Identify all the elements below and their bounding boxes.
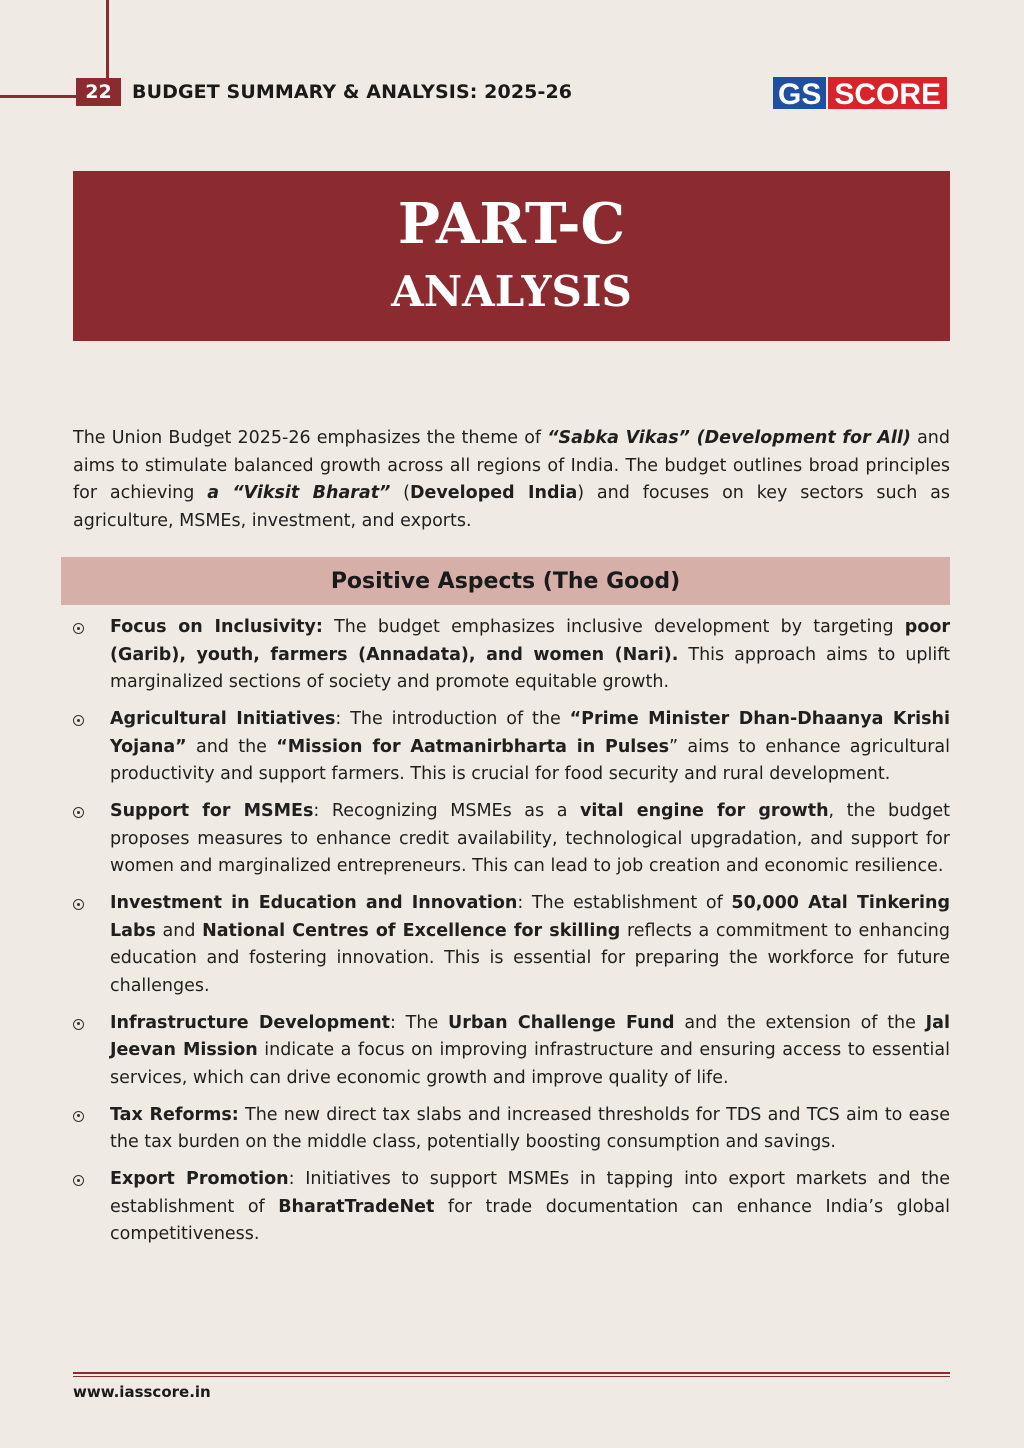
logo-gs: GS	[773, 77, 826, 109]
item-text: ” aims to enhance agricultural productivity and support farmers. This is crucial for food security and rural development.	[110, 736, 950, 784]
intro-text: ) and focuses on key sectors such as agriculture, MSMEs, investment, and exports.	[73, 483, 950, 531]
corner-accent-horizontal	[0, 95, 78, 98]
intro-text: The Union Budget 2025-26 emphasizes the theme of	[73, 428, 548, 448]
intro-viksit-bharat: a “Viksit Bharat”	[207, 483, 391, 503]
item-text: reflects a commitment to enhancing education and fostering innovation. This is essential for preparing the workforce for future challenges.	[110, 920, 951, 996]
list-item	[73, 1010, 950, 1093]
item-text: : Recognizing MSMEs as a	[313, 801, 581, 821]
list-item	[73, 706, 950, 789]
intro-text: (	[390, 483, 410, 503]
item-text: The new direct tax slabs and increased thresholds for TDS and TCS aim to ease the tax burden on the middle class, potentially boosting consumption and savings.	[110, 1104, 950, 1152]
bullet-icon	[73, 1111, 84, 1122]
item-text: for trade documentation can enhance India’s global competitiveness.	[110, 1196, 950, 1244]
list-item	[73, 1166, 950, 1249]
list-item	[73, 1102, 950, 1157]
bullet-icon	[73, 899, 84, 910]
logo-score: SCORE	[828, 77, 947, 109]
item-bold: poor (Garib), youth, farmers (Annadata), and women (Nari).	[110, 617, 950, 665]
positive-aspects-list	[73, 614, 950, 1258]
gs-score-logo	[773, 77, 947, 109]
part-banner	[73, 171, 950, 341]
footer-rule	[73, 1376, 950, 1377]
item-lead: Investment in Education and Innovation	[110, 893, 518, 913]
bullet-icon	[73, 1175, 84, 1186]
item-lead: Focus on Inclusivity:	[110, 617, 323, 637]
list-item	[73, 890, 950, 1000]
intro-theme: “Sabka Vikas” (Development for All)	[547, 428, 911, 448]
bullet-icon	[73, 623, 84, 634]
bullet-icon	[73, 715, 84, 726]
item-bold: Urban Challenge Fund	[448, 1012, 675, 1033]
item-bold: National Centres of Excellence for skilling	[202, 920, 621, 941]
item-lead: Infrastructure Development	[110, 1012, 391, 1033]
section-heading: Positive Aspects (The Good)	[61, 557, 950, 605]
item-text: : The	[390, 1012, 448, 1033]
item-lead: Export Promotion	[110, 1169, 289, 1189]
page-number: 22	[76, 78, 121, 106]
item-text: , the budget proposes measures to enhance credit availability, technological upgradation, and support for women and marginalized entrepreneurs. This can lead to job creation and economic resilience.	[110, 801, 951, 876]
intro-developed-india: Developed India	[410, 483, 578, 503]
banner-title: PART-C	[397, 191, 626, 257]
item-bold: “Prime Minister Dhan-Dhaanya Krishi Yojana”	[110, 709, 950, 757]
item-text: : The introduction of the	[335, 709, 570, 729]
item-lead: Tax Reforms:	[110, 1104, 239, 1125]
list-item	[73, 614, 950, 697]
item-text: and the extension of the	[674, 1012, 926, 1033]
item-bold: vital engine for growth	[580, 801, 829, 821]
item-lead: Support for MSMEs	[110, 801, 314, 821]
item-text: This approach aims to uplift marginalized sections of society and promote equitable growth.	[110, 644, 950, 692]
item-bold: 50,000 Atal Tinkering Labs	[110, 893, 951, 941]
item-text: : Initiatives to support MSMEs in tapping into export markets and the establishment of	[110, 1169, 950, 1217]
item-text: : The establishment of	[517, 893, 732, 913]
bullet-icon	[73, 1019, 84, 1030]
header-title: BUDGET SUMMARY & ANALYSIS: 2025-26	[132, 81, 573, 103]
footer-rule	[73, 1372, 950, 1374]
item-bold: BharatTradeNet	[278, 1196, 435, 1217]
banner-subtitle: ANALYSIS	[391, 267, 632, 316]
item-lead: Agricultural Initiatives	[110, 709, 336, 729]
item-text: and the	[186, 736, 277, 757]
bullet-icon	[73, 807, 84, 818]
item-text: The budget emphasizes inclusive development by targeting	[322, 617, 905, 637]
item-text: indicate a focus on improving infrastructure and ensuring access to essential services, which can drive economic growth and improve quality of life.	[110, 1040, 950, 1088]
footer-website-link[interactable]: www.iasscore.in	[73, 1383, 211, 1401]
item-bold: “Mission for Aatmanirbharta in Pulses	[276, 736, 669, 757]
intro-text: and aims to stimulate balanced growth across all regions of India. The budget outlines broad principles for achieving	[73, 428, 950, 503]
list-item	[73, 798, 950, 881]
item-bold: Jal Jeevan Mission	[110, 1012, 950, 1060]
item-text: and	[155, 920, 203, 941]
intro-paragraph	[73, 425, 950, 535]
